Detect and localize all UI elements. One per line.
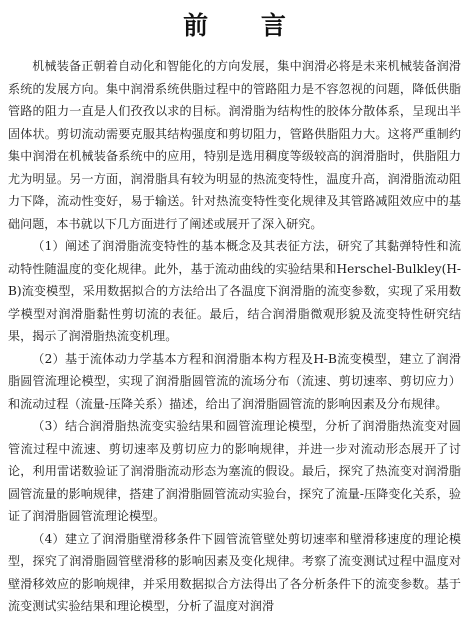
page-title: 前 言 bbox=[183, 11, 308, 40]
document-body bbox=[8, 55, 461, 618]
paragraph-item-2: （2）基于流体动力学基本方程和润滑脂本构方程及H-B流变模型，建立了润滑脂圆管流理论模型，实现了润滑脂圆管流的流场分布（流速、剪切速率、剪切应力）和流动过程（流量-压降关系）描述，给出了润滑脂圆管流的影响因素及分布规律。 bbox=[8, 351, 461, 411]
paragraph-item-3: （3）结合润滑脂热流变实验结果和圆管流理论模型，分析了润滑脂热流变对圆管流过程中流速、剪切速率及剪切应力的影响规律，并进一步对流动形态展开了讨论，利用雷诺数验证了润滑脂流动形态为塞流的假设。最后，探究了热流变对润滑脂圆管流量的影响规律，搭建了润滑脂圆管流动实验台，探究了流量-压降变化关系，验证了润滑脂圆管流理论模型。 bbox=[8, 419, 461, 523]
paragraph-intro: 机械装备正朝着自动化和智能化的方向发展，集中润滑必将是未来机械装备润滑系统的发展方向。集中润滑系统供脂过程中的管路阻力是不容忽视的问题，降低供脂管路的阻力一直是人们孜孜以求的目标。润滑脂为结构性的胶体分散体系，呈现出半固体状。剪切流动需要克服其结构强度和剪切阻力，管路供脂阻力大。这将严重制约集中润滑在机械装备系统中的应用，特别是选用稠度等级较高的润滑脂时，供脂阻力尤为明显。另一方面，润滑脂具有较为明显的热流变特性，温度升高，润滑脂流动阻力下降，流动性变好，易于输送。针对热流变特性变化规律及其管路减阻效应中的基础问题，本书就以下几方面进行了阐述或展开了深入研究。 bbox=[8, 59, 461, 231]
paragraph-item-1: （1）阐述了润滑脂流变特性的基本概念及其表征方法，研究了其黏弹特性和流动特性随温度的变化规律。此外，基于流动曲线的实验结果和Herschel-Bulkley(H-B)流变模型，采用数据拟合的方法给出了各温度下润滑脂的流变参数，实现了采用数学模型对润滑脂黏性剪切流的表征。最后，结合润滑脂微观形貌及流变特性研究结果，揭示了润滑脂热流变机理。 bbox=[8, 239, 461, 343]
paragraph-item-4: （4）建立了润滑脂壁滑移条件下圆管流管壁处剪切速率和壁滑移速度的理论模型，探究了润滑脂圆管壁滑移的影响因素及变化规律。考察了流变测试过程中温度对壁滑移效应的影响规律，并采用数据拟合方法得出了各分析条件下的流变参数。基于流变测试实验结果和理论模型，分析了温度对润滑 bbox=[8, 531, 461, 613]
